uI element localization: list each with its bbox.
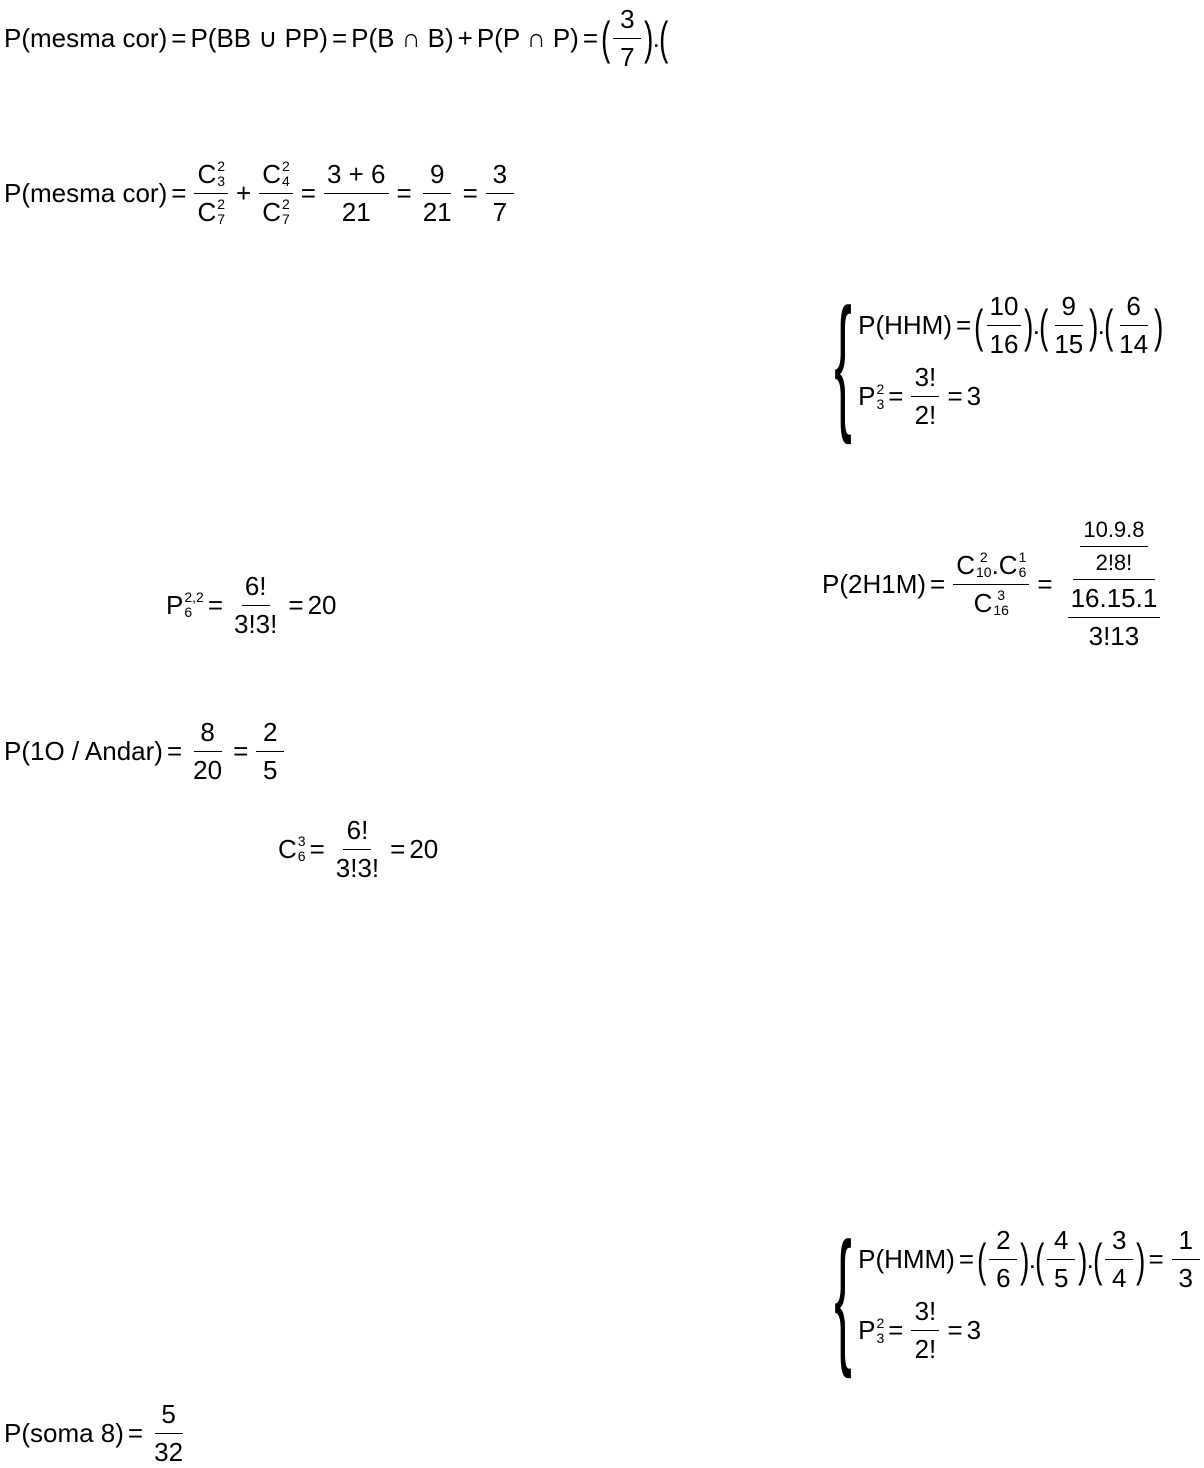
equals-sign: = [171, 22, 187, 53]
fraction-denominator: 3!13 [1088, 620, 1140, 651]
subscript: 6 [1018, 564, 1027, 580]
equation-soma-8 [4, 1400, 190, 1466]
equals-sign: = [958, 1244, 975, 1274]
equation-permutation-repetition [166, 572, 336, 638]
combination-letter: C [278, 833, 297, 864]
left-paren: ( [977, 1233, 987, 1286]
fraction-3-4 [1105, 1225, 1133, 1294]
eq1-union: P(BB ∪ PP) [190, 22, 328, 53]
superscript: 2 [281, 158, 290, 175]
fraction-numerator [194, 159, 228, 194]
fraction-3fact-2fact [911, 362, 939, 431]
eq4-lhs: P(2H1M) [822, 568, 927, 599]
fraction-denominator: 21 [341, 196, 371, 227]
multiply-dot: . [1032, 310, 1040, 340]
combination-symbol: C [262, 196, 281, 227]
left-brace: { [834, 1211, 852, 1379]
inner-fraction-top [1080, 517, 1147, 576]
subscript: 7 [217, 211, 226, 227]
permutation-letter: P [166, 589, 184, 620]
eq6-lhs: P(1O / Andar) [4, 735, 163, 766]
superscript: 2,2 [184, 589, 204, 606]
left-paren: ( [1103, 299, 1114, 352]
equals-sign: = [166, 735, 183, 766]
fraction-denominator: 3 [1178, 1263, 1193, 1293]
system-row [858, 291, 1162, 360]
multiply-dot: . [1028, 1244, 1036, 1274]
combination-symbol: C [956, 549, 975, 580]
superscript: 2 [217, 196, 226, 213]
eq9-lhs: P(soma 8) [4, 1417, 124, 1448]
fraction-numerator: 6! [242, 571, 270, 606]
left-paren: ( [601, 12, 611, 64]
equals-sign: = [582, 22, 599, 53]
system-row [858, 1225, 1204, 1294]
multiply-dot: . [1097, 310, 1105, 340]
hmm-lhs: P(HMM) [858, 1244, 955, 1274]
fraction-denominator: 14 [1119, 329, 1149, 359]
fraction-numerator: 10 [987, 291, 1022, 326]
fraction-denominator: 5 [1054, 1263, 1069, 1293]
equals-sign: = [1037, 568, 1053, 599]
open-paren: ( [658, 12, 669, 64]
subscript: 3 [876, 395, 885, 412]
combination-symbol: C [197, 196, 217, 227]
combination-symbol: C [973, 587, 993, 618]
multiply-dot: . [1086, 1244, 1094, 1274]
right-paren: ) [1089, 299, 1099, 352]
equals-sign: = [207, 589, 223, 620]
fraction-denominator: 7 [492, 196, 508, 227]
equation-mesma-cor-union [4, 4, 667, 72]
fraction-numerator: 2 [256, 717, 284, 752]
fraction-9-21 [420, 159, 455, 228]
fraction-numerator: 5 [155, 1399, 183, 1434]
fraction-numerator [1073, 517, 1154, 580]
fraction-numerator: 6 [1120, 291, 1148, 326]
fraction-numerator: 3 [486, 159, 514, 194]
fraction-3-7 [613, 4, 641, 73]
subscript: 6 [184, 604, 193, 620]
fraction-2-5 [256, 717, 284, 786]
fraction-numerator: 3! [911, 362, 939, 397]
fraction-5-32 [151, 1399, 186, 1468]
fraction-denominator: 32 [154, 1436, 184, 1467]
subscript: 3 [217, 173, 226, 189]
fraction-denominator: 2!8! [1095, 549, 1133, 575]
left-paren: ( [974, 299, 984, 352]
superscript: 3 [997, 587, 1006, 604]
fraction-3fact-2fact [911, 1296, 939, 1365]
fraction-4-5 [1047, 1225, 1075, 1294]
eq2-lhs: P(mesma cor) [4, 177, 168, 208]
equals-sign: = [955, 310, 972, 340]
equals-sign: = [888, 1315, 904, 1345]
equals-sign: = [300, 177, 316, 208]
equals-sign: = [462, 177, 478, 208]
system-hhm [818, 277, 1164, 445]
equation-mesma-cor-combinations [4, 158, 518, 228]
fraction-2-6 [989, 1225, 1017, 1294]
fraction-denominator: 4 [1111, 1263, 1127, 1293]
fraction-denominator [971, 585, 1012, 619]
subscript: 6 [297, 848, 306, 864]
combination-symbol: C [998, 549, 1018, 580]
fraction-c32-c72 [194, 159, 228, 228]
fraction-numerator: 3 [613, 4, 641, 39]
right-paren: ) [644, 12, 654, 64]
subscript: 4 [281, 173, 290, 189]
equals-sign: = [309, 833, 325, 864]
subscript: 3 [876, 1329, 885, 1346]
hhm-lhs: P(HHM) [858, 310, 952, 340]
equals-sign: = [888, 381, 904, 411]
fraction-6fact [231, 571, 280, 640]
left-paren: ( [1039, 299, 1049, 352]
equals-sign: = [127, 1417, 144, 1448]
equals-sign: = [396, 177, 412, 208]
superscript: 2 [876, 1314, 885, 1331]
result: 3 [966, 381, 982, 411]
permutation-letter: P [858, 1315, 876, 1345]
fraction-numerator: 6! [343, 815, 371, 850]
fraction-numerator: 8 [194, 717, 222, 752]
system-row [858, 1296, 1204, 1365]
eq1-intersection-p: P(P ∩ P) [476, 22, 579, 53]
permutation-letter: P [858, 381, 876, 411]
equals-sign: = [171, 177, 187, 208]
superscript: 2 [979, 549, 988, 566]
equals-sign: = [947, 381, 963, 411]
right-paren: ) [1136, 1233, 1146, 1286]
combination-symbol [278, 834, 306, 865]
fraction-numerator: 9 [1055, 291, 1083, 326]
permutation-symbol [858, 381, 884, 412]
plus-sign: + [457, 22, 473, 53]
fraction-numerator: 10.9.8 [1080, 517, 1147, 547]
equals-sign: = [233, 735, 249, 766]
subscript: 10 [975, 564, 992, 580]
combination-symbol: C [262, 158, 281, 189]
fraction-numerator [953, 550, 1029, 585]
fraction-denominator: 3!3! [234, 608, 278, 639]
fraction-numerator: 3 + 6 [324, 159, 389, 194]
fraction-numerator: 2 [989, 1225, 1017, 1260]
fraction-6fact [333, 815, 382, 884]
subscript: 16 [993, 602, 1009, 618]
fraction-c42-c72 [259, 159, 293, 228]
subscript: 7 [281, 211, 290, 227]
permutation-symbol [166, 590, 204, 621]
fraction-3-7 [486, 159, 514, 228]
fraction-denominator: 15 [1054, 329, 1084, 359]
fraction-denominator: 2! [914, 1334, 937, 1364]
fraction-denominator: 6 [996, 1263, 1011, 1293]
fraction-numerator: 3! [911, 1296, 939, 1331]
system-row [858, 362, 1162, 431]
left-paren: ( [1092, 1233, 1103, 1286]
plus-sign: + [236, 177, 252, 208]
fraction-numerator: 3 [1105, 1225, 1133, 1260]
result: 3 [966, 1315, 982, 1345]
system-hmm [818, 1211, 1204, 1379]
result: 20 [409, 833, 439, 864]
inner-fraction-bottom [1068, 583, 1161, 652]
fraction-result [1172, 1225, 1200, 1294]
fraction-denominator [194, 194, 228, 228]
fraction-denominator: 20 [193, 754, 223, 785]
left-brace: { [834, 277, 852, 445]
right-paren: ) [1024, 299, 1034, 352]
fraction-denominator: 2! [914, 400, 937, 430]
equals-sign: = [331, 22, 348, 53]
fraction-numerator: 1 [1172, 1225, 1200, 1260]
combination-symbol: C [197, 158, 217, 189]
fraction-denominator: 7 [620, 41, 635, 72]
superscript: 2 [217, 158, 226, 175]
fraction-numerator: 16.15.1 [1068, 583, 1161, 618]
result: 20 [307, 589, 337, 620]
fraction-denominator: 21 [422, 196, 452, 227]
permutation-symbol [858, 1315, 884, 1346]
fraction-denominator: 3!3! [335, 852, 380, 883]
superscript: 2 [876, 380, 885, 397]
right-paren: ) [1154, 299, 1164, 352]
fraction-10-16 [987, 291, 1022, 360]
eq1-intersection-b: P(B ∩ B) [351, 22, 454, 53]
fraction-denominator: 16 [989, 329, 1019, 359]
equation-2h1m [822, 516, 1171, 652]
equals-sign: = [288, 589, 304, 620]
fraction-denominator [1061, 580, 1168, 652]
superscript: 2 [281, 196, 290, 213]
left-paren: ( [1035, 1233, 1045, 1286]
fraction-sum [324, 159, 389, 228]
right-paren: ) [1078, 1233, 1088, 1286]
fraction-combinations [953, 550, 1029, 619]
equals-sign: = [1148, 1244, 1164, 1274]
fraction-8-20 [190, 717, 225, 786]
multiply-dot: . [652, 22, 660, 53]
fraction-denominator [259, 194, 293, 228]
fraction-numerator: 9 [423, 159, 451, 194]
equals-sign: = [390, 833, 406, 864]
superscript: 1 [1018, 549, 1027, 566]
equals-sign: = [930, 568, 946, 599]
fraction-numerator: 4 [1047, 1225, 1075, 1260]
compound-fraction [1061, 517, 1168, 652]
multiply-dot: . [991, 549, 999, 580]
equals-sign: = [947, 1315, 963, 1345]
fraction-9-15 [1051, 291, 1086, 360]
fraction-denominator: 5 [263, 754, 278, 785]
equation-combination-c63 [278, 816, 438, 882]
fraction-6-14 [1116, 291, 1151, 360]
superscript: 3 [297, 833, 306, 850]
fraction-numerator [259, 159, 293, 194]
equation-andar [4, 718, 288, 784]
right-paren: ) [1020, 1233, 1030, 1286]
eq1-lhs: P(mesma cor) [4, 22, 168, 53]
